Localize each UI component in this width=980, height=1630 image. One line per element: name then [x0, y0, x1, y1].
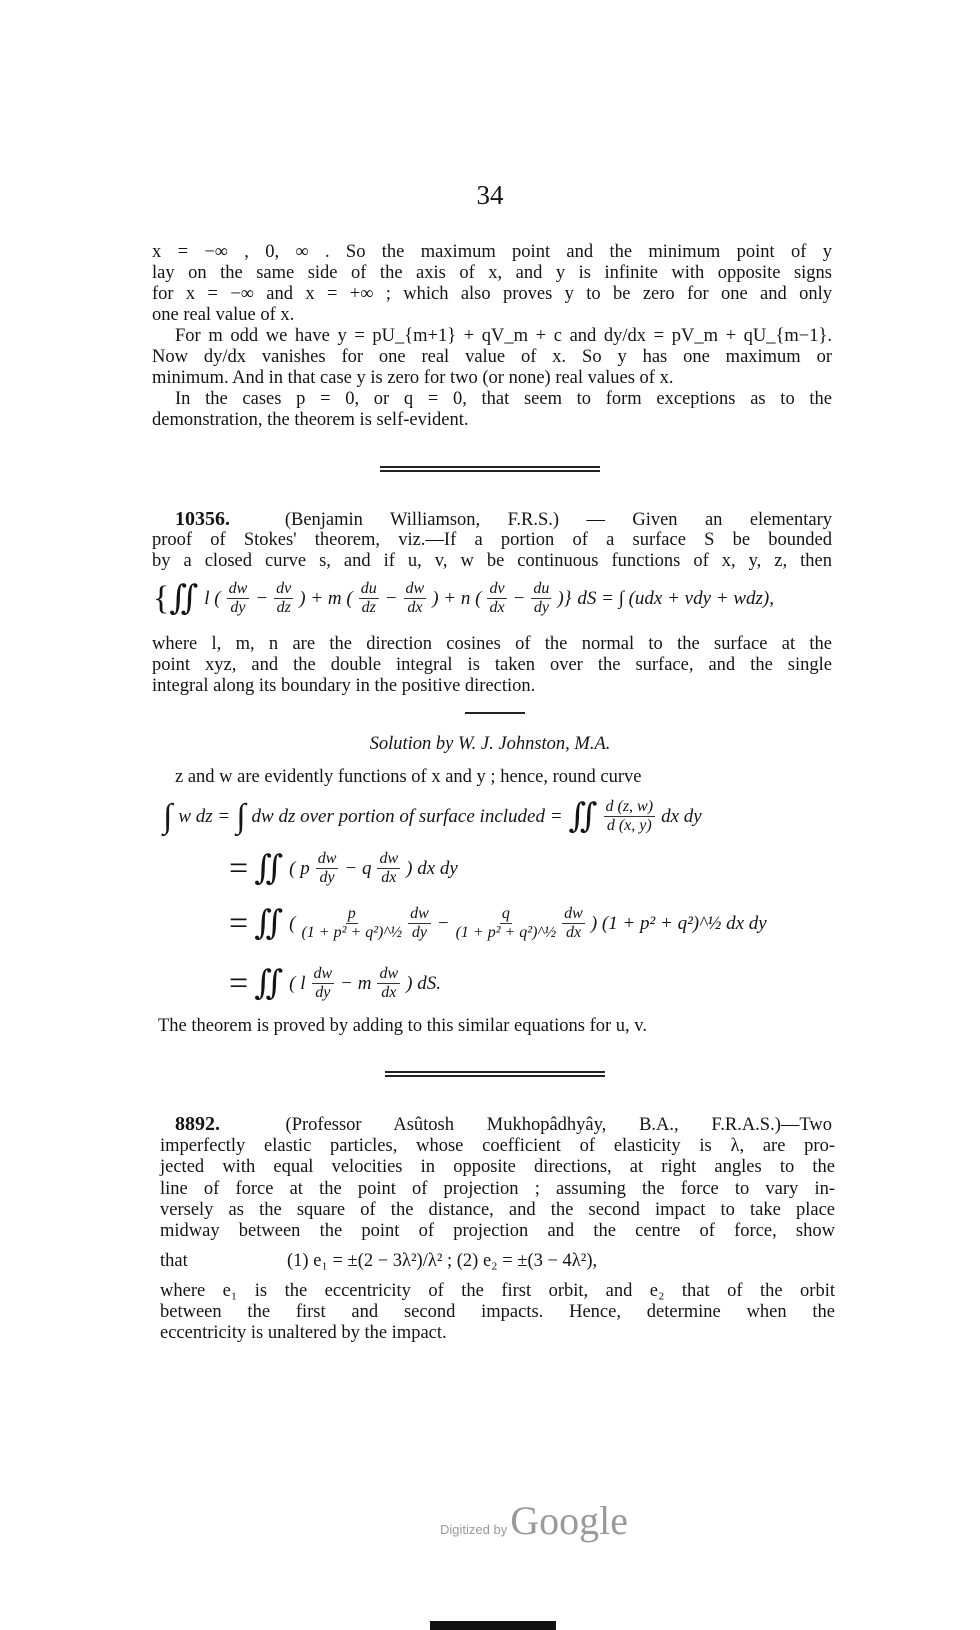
formula-term: )} — [557, 587, 572, 609]
digitized-label: Digitized by — [440, 1522, 508, 1537]
denominator: dy — [230, 599, 246, 616]
fraction — [487, 580, 506, 617]
text-line: that — [160, 1251, 188, 1271]
text-line: minimum. And in that case y is zero for two (or none) real values of x. — [152, 368, 674, 388]
numerator: dw — [317, 850, 337, 867]
text-line: jected with equal velocities in opposite directions, at right angles to the — [160, 1157, 835, 1177]
google-logo: Google — [510, 1498, 628, 1543]
numerator: dw — [379, 850, 399, 867]
formula-term: = — [229, 904, 249, 942]
formula-term: ∬ — [254, 849, 284, 887]
formula-term: ∫ — [163, 797, 173, 835]
problem-author-line: (Professor Asûtosh Mukhopâdhyây, B.A., F.R.A.S.)—Two — [285, 1115, 832, 1135]
section-divider — [385, 1071, 605, 1077]
fraction — [531, 580, 551, 617]
solution-formula-3 — [226, 905, 770, 942]
formula-term: dS = ∫ (udx + vdy + wdz), — [577, 587, 775, 609]
fraction — [227, 580, 250, 617]
text-line: lay on the same side of the axis of x, and y is infinite with opposite signs — [152, 263, 832, 283]
formula-term: ) dx dy — [406, 857, 458, 879]
text-line: for x = −∞ and x = +∞ ; which also proves y to be zero for one and only — [152, 284, 832, 304]
text-line: The theorem is proved by adding to this similar equations for u, v. — [158, 1016, 647, 1036]
formula-term: ∬ — [254, 904, 284, 942]
formula-term: − — [255, 587, 269, 609]
formula-term: ( l — [289, 972, 306, 994]
denominator: d (x, y) — [606, 817, 652, 834]
numerator: p — [347, 905, 356, 922]
text-line: integral along its boundary in the positive direction. — [152, 676, 536, 696]
denominator: dx — [407, 599, 423, 616]
text-line: proof of Stokes' theorem, viz.—If a portion of a surface S be bounded — [152, 530, 832, 550]
formula-term: ∬ — [254, 964, 284, 1002]
numerator: du — [533, 580, 550, 597]
fraction — [301, 905, 402, 942]
numerator: dv — [276, 580, 292, 597]
denominator: dy — [319, 869, 335, 886]
fraction — [562, 905, 585, 942]
digitized-by-google-watermark — [440, 1497, 628, 1544]
fraction — [312, 965, 335, 1002]
formula-term: = — [229, 849, 249, 887]
denominator: dz — [276, 599, 291, 616]
page-number: 34 — [476, 180, 504, 210]
formula-term: ( — [289, 912, 296, 934]
fraction — [404, 580, 427, 617]
text-line: eccentricity is unaltered by the impact. — [160, 1323, 447, 1343]
formula-term: − m — [340, 972, 372, 994]
formula-term: = — [229, 964, 249, 1002]
solution-heading: Solution by W. J. Johnston, M.A. — [369, 734, 611, 754]
fraction — [408, 905, 431, 942]
denominator: dx — [489, 599, 505, 616]
text-line: by a closed curve s, and if u, v, w be continuous functions of x, y, z, then — [152, 551, 832, 571]
section-divider — [380, 466, 600, 472]
denominator: (1 + p² + q²)^½ — [455, 924, 557, 941]
formula-term: ∫ — [236, 797, 246, 835]
numerator: dw — [228, 580, 248, 597]
text-line: imperfectly elastic particles, whose coefficient of elasticity is λ, are pro- — [160, 1136, 835, 1156]
denominator: (1 + p² + q²)^½ — [301, 924, 403, 941]
denominator: dx — [381, 869, 397, 886]
fraction — [359, 580, 379, 617]
problem-10356-first-line — [175, 509, 832, 531]
solution-formula-4 — [226, 965, 444, 1002]
problem-number: 8892. — [175, 1113, 220, 1135]
formula-term: − — [384, 587, 398, 609]
text-line: where e₁ is the eccentricity of the first orbit, and e₂ that of the orbit — [160, 1281, 835, 1301]
formula-term: ) dS. — [406, 972, 441, 994]
numerator: dw — [313, 965, 333, 982]
text-line: midway between the point of projection and the centre of force, show — [160, 1221, 835, 1241]
text-line: point xyz, and the double integral is taken over the surface, and the single — [152, 655, 832, 675]
text-line: where l, m, n are the direction cosines of the normal to the surface at the — [152, 634, 832, 654]
problem-8892-first-line — [175, 1114, 832, 1136]
fraction — [377, 965, 400, 1002]
result-formula: (1) e₁ = ±(2 − 3λ²)/λ² ; (2) e₂ = ±(3 − 4λ²), — [287, 1251, 598, 1271]
numerator: du — [360, 580, 377, 597]
denominator: dx — [565, 924, 582, 941]
formula-term: ( p — [289, 857, 310, 879]
numerator: dw — [379, 965, 399, 982]
fraction — [604, 798, 656, 835]
text-line: Now dy/dx vanishes for one real value of x. So y has one maximum or — [152, 347, 832, 367]
denominator: dy — [533, 599, 549, 616]
stokes-formula — [150, 580, 777, 617]
text-line: z and w are evidently functions of x and y ; hence, round curve — [175, 767, 642, 787]
fraction — [316, 850, 339, 887]
numerator: dw — [410, 905, 429, 922]
text-line: between the first and second impacts. Hence, determine when the — [160, 1302, 835, 1322]
numerator: dv — [489, 580, 505, 597]
numerator: dw — [564, 905, 583, 922]
fraction — [274, 580, 293, 617]
formula-term: {∬ — [153, 579, 199, 617]
formula-term: dw dz over portion of surface included = — [251, 805, 563, 827]
solution-formula-1 — [160, 798, 705, 835]
short-divider — [465, 712, 525, 714]
numerator: d (z, w) — [605, 798, 654, 815]
formula-term: − q — [344, 857, 372, 879]
formula-term: dx dy — [661, 805, 702, 827]
fraction — [456, 905, 557, 942]
problem-number: 10356. — [175, 508, 230, 530]
fraction — [377, 850, 400, 887]
text-line: In the cases p = 0, or q = 0, that seem to form exceptions as to the — [175, 389, 832, 409]
formula-term: ∬ — [568, 797, 598, 835]
scan-edge-bar — [430, 1621, 556, 1630]
text-line: versely as the square of the distance, and the second impact to take place — [160, 1200, 835, 1220]
denominator: dx — [381, 984, 397, 1001]
numerator: q — [501, 905, 510, 922]
formula-term: − — [512, 587, 526, 609]
text-line: demonstration, the theorem is self-evident. — [152, 410, 469, 430]
numerator: dw — [405, 580, 425, 597]
formula-term: w dz = — [178, 805, 231, 827]
solution-formula-2 — [226, 850, 461, 887]
formula-term: ) (1 + p² + q²)^½ dx dy — [590, 912, 767, 934]
denominator: dz — [361, 599, 376, 616]
formula-term: l ( — [204, 587, 221, 609]
text-line: one real value of x. — [152, 305, 295, 325]
text-line: line of force at the point of projection ; assuming the force to vary in- — [160, 1179, 835, 1199]
formula-term: ) + m ( — [299, 587, 353, 609]
formula-term: ) + n ( — [432, 587, 482, 609]
denominator: dy — [315, 984, 331, 1001]
denominator: dy — [411, 924, 427, 941]
text-line: For m odd we have y = pU_{m+1} + qV_m + c and dy/dx = pV_m + qU_{m−1}. — [175, 326, 832, 346]
formula-term: − — [436, 912, 450, 934]
text-line: x = −∞ , 0, ∞ . So the maximum point and the minimum point of y — [152, 242, 832, 262]
problem-author-line: (Benjamin Williamson, F.R.S.) — Given an elementary — [284, 510, 832, 530]
